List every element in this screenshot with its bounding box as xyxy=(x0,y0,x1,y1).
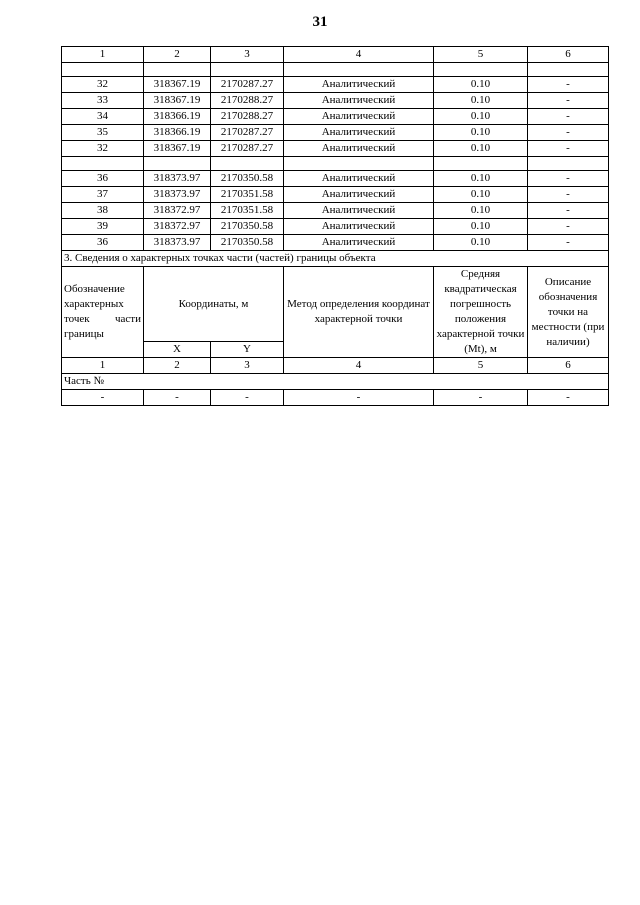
accuracy: 0.10 xyxy=(434,219,528,235)
accuracy: 0.10 xyxy=(434,171,528,187)
accuracy: 0.10 xyxy=(434,235,528,251)
header-method: Метод определения координат характерной точки xyxy=(284,267,434,358)
coord-x: - xyxy=(144,390,211,406)
blank-cell xyxy=(62,157,144,171)
method: Аналитический xyxy=(284,77,434,93)
method: Аналитический xyxy=(284,219,434,235)
table-row xyxy=(62,77,609,93)
coord-y: 2170350.58 xyxy=(211,219,284,235)
blank-cell xyxy=(528,63,609,77)
table-row xyxy=(62,171,609,187)
description: - xyxy=(528,187,609,203)
column-number: 1 xyxy=(62,47,144,63)
table-row xyxy=(62,109,609,125)
table-row xyxy=(62,203,609,219)
point-number: 37 xyxy=(62,187,144,203)
header-accuracy: Средняя квадратическая погрешность положения характерной точки (Mt), м xyxy=(434,267,528,358)
point-number: 36 xyxy=(62,171,144,187)
column-number: 5 xyxy=(434,358,528,374)
coord-y: 2170287.27 xyxy=(211,125,284,141)
table-row xyxy=(62,93,609,109)
page-number: 31 xyxy=(312,14,328,30)
header-description: Описание обозначения точки на местности (при наличии) xyxy=(528,267,609,358)
description: - xyxy=(528,390,609,406)
coordinates-table xyxy=(61,46,609,406)
part-label: Часть № xyxy=(62,374,609,390)
table-row xyxy=(62,141,609,157)
coord-x: 318367.19 xyxy=(144,93,211,109)
coord-y: 2170287.27 xyxy=(211,141,284,157)
blank-cell xyxy=(528,157,609,171)
coord-x: 318372.97 xyxy=(144,219,211,235)
coord-x: 318372.97 xyxy=(144,203,211,219)
method: Аналитический xyxy=(284,171,434,187)
point-number: 33 xyxy=(62,93,144,109)
point-number: 38 xyxy=(62,203,144,219)
coord-x: 318367.19 xyxy=(144,141,211,157)
header-x: X xyxy=(144,342,211,358)
coord-y: - xyxy=(211,390,284,406)
accuracy: 0.10 xyxy=(434,203,528,219)
blank-cell xyxy=(211,157,284,171)
table-row xyxy=(62,125,609,141)
table-row xyxy=(62,390,609,406)
blank-cell xyxy=(434,157,528,171)
description: - xyxy=(528,125,609,141)
description: - xyxy=(528,219,609,235)
accuracy: 0.10 xyxy=(434,109,528,125)
column-number: 4 xyxy=(284,47,434,63)
point-number: 39 xyxy=(62,219,144,235)
method: Аналитический xyxy=(284,187,434,203)
accuracy: 0.10 xyxy=(434,187,528,203)
coord-y: 2170351.58 xyxy=(211,203,284,219)
table-row xyxy=(62,235,609,251)
accuracy: 0.10 xyxy=(434,125,528,141)
section-header-row xyxy=(62,267,609,342)
description: - xyxy=(528,93,609,109)
blank-cell xyxy=(211,63,284,77)
column-number: 2 xyxy=(144,47,211,63)
method: Аналитический xyxy=(284,141,434,157)
point-number: 36 xyxy=(62,235,144,251)
description: - xyxy=(528,203,609,219)
column-number: 3 xyxy=(211,358,284,374)
method: Аналитический xyxy=(284,203,434,219)
part-label-row xyxy=(62,374,609,390)
column-number: 6 xyxy=(528,47,609,63)
column-number-row xyxy=(62,47,609,63)
table-row xyxy=(62,219,609,235)
header-designation: Обозначение характерных точек части границы xyxy=(62,267,144,358)
blank-cell xyxy=(62,63,144,77)
coord-y: 2170350.58 xyxy=(211,171,284,187)
coord-x: 318367.19 xyxy=(144,77,211,93)
blank-cell xyxy=(144,157,211,171)
coord-x: 318373.97 xyxy=(144,187,211,203)
description: - xyxy=(528,109,609,125)
description: - xyxy=(528,171,609,187)
column-number: 3 xyxy=(211,47,284,63)
method: Аналитический xyxy=(284,109,434,125)
column-number: 5 xyxy=(434,47,528,63)
method: Аналитический xyxy=(284,235,434,251)
column-number: 2 xyxy=(144,358,211,374)
point-number: 35 xyxy=(62,125,144,141)
point-number: - xyxy=(62,390,144,406)
coord-x: 318373.97 xyxy=(144,171,211,187)
method: Аналитический xyxy=(284,125,434,141)
column-number-row xyxy=(62,358,609,374)
section-title: 3. Сведения о характерных точках части (частей) границы объекта xyxy=(62,251,609,267)
description: - xyxy=(528,141,609,157)
coord-x: 318366.19 xyxy=(144,109,211,125)
coord-y: 2170288.27 xyxy=(211,109,284,125)
coord-y: 2170287.27 xyxy=(211,77,284,93)
header-y: Y xyxy=(211,342,284,358)
method: - xyxy=(284,390,434,406)
accuracy: 0.10 xyxy=(434,141,528,157)
point-number: 34 xyxy=(62,109,144,125)
blank-row xyxy=(62,63,609,77)
blank-cell xyxy=(284,63,434,77)
coord-y: 2170351.58 xyxy=(211,187,284,203)
column-number: 6 xyxy=(528,358,609,374)
blank-row xyxy=(62,157,609,171)
coord-y: 2170288.27 xyxy=(211,93,284,109)
column-number: 4 xyxy=(284,358,434,374)
blank-cell xyxy=(144,63,211,77)
blank-cell xyxy=(284,157,434,171)
accuracy: 0.10 xyxy=(434,93,528,109)
coord-y: 2170350.58 xyxy=(211,235,284,251)
point-number: 32 xyxy=(62,77,144,93)
method: Аналитический xyxy=(284,93,434,109)
coord-x: 318366.19 xyxy=(144,125,211,141)
header-coordinates: Координаты, м xyxy=(144,267,284,342)
blank-cell xyxy=(434,63,528,77)
coord-x: 318373.97 xyxy=(144,235,211,251)
description: - xyxy=(528,77,609,93)
section-title-row xyxy=(62,251,609,267)
accuracy: 0.10 xyxy=(434,77,528,93)
column-number: 1 xyxy=(62,358,144,374)
accuracy: - xyxy=(434,390,528,406)
point-number: 32 xyxy=(62,141,144,157)
table-row xyxy=(62,187,609,203)
description: - xyxy=(528,235,609,251)
